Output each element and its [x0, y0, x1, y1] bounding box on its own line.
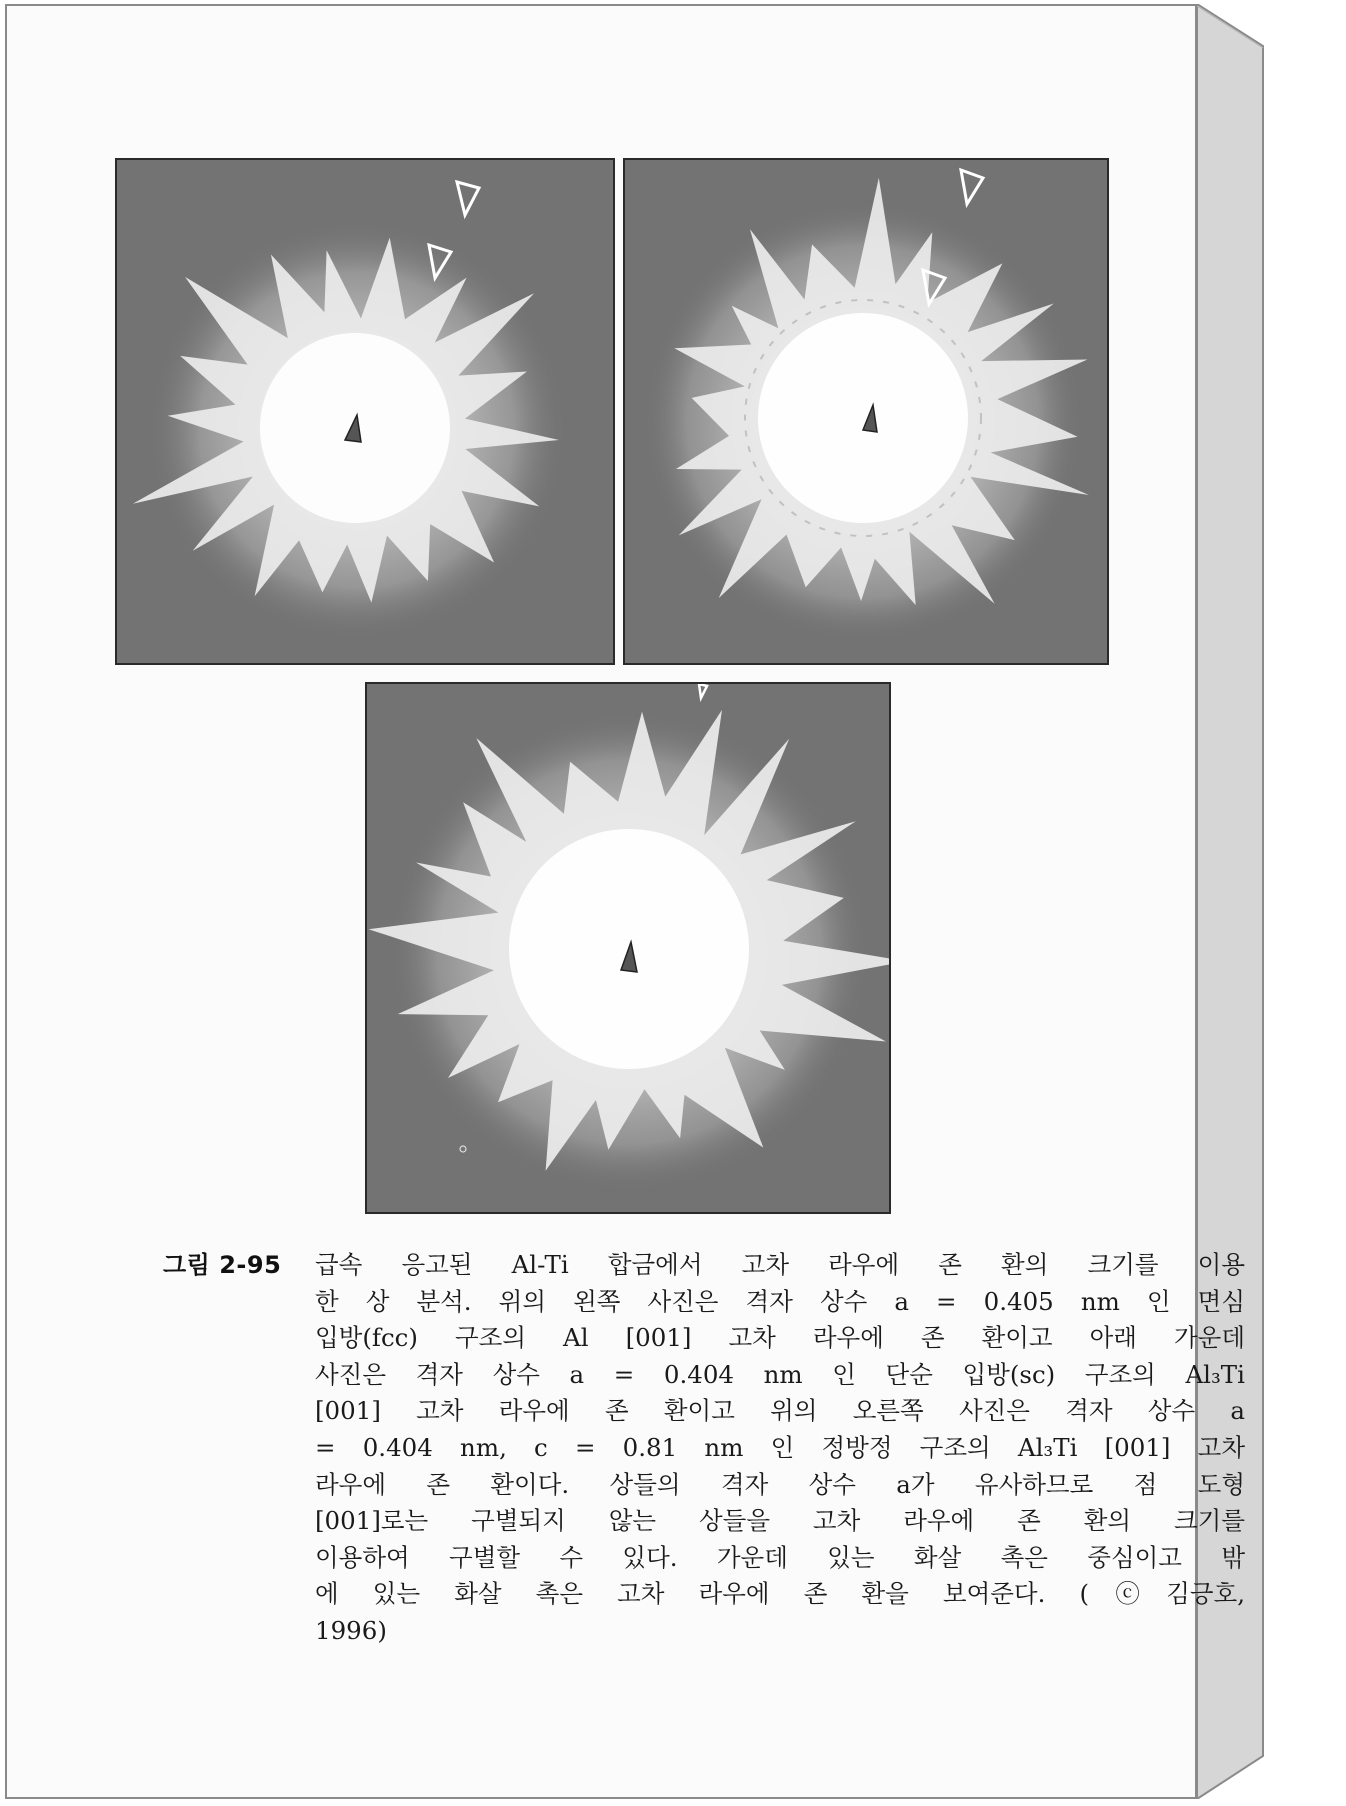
- caption-line: 1996): [315, 1615, 387, 1645]
- caption-line: 라우에 존 환이다. 상들의 격자 상수 a가 유사하므로 점 도형: [315, 1469, 1245, 1499]
- caption-line: 급속 응고된 Al-Ti 합금에서 고차 라우에 존 환의 크기를 이용: [315, 1250, 1245, 1279]
- figure-label: 그림 2-95: [163, 1251, 282, 1279]
- caption-line: 한 상 분석. 위의 왼쪽 사진은 격자 상수 a = 0.405 nm 인 면심: [315, 1286, 1245, 1316]
- caption-line: [001]로는 구별되지 않는 상들을 고차 라우에 존 환의 크기를: [315, 1506, 1245, 1536]
- caption-text: [315, 1247, 1245, 1650]
- caption-line: [001] 고차 라우에 존 환이고 위의 오른쪽 사진은 격자 상수 a: [315, 1396, 1245, 1426]
- caption-line: 이용하여 구별할 수 있다. 가운데 있는 화살 촉은 중심이고 밖: [315, 1542, 1245, 1572]
- caption-line: = 0.404 nm, c = 0.81 nm 인 정방정 구조의 Al₃Ti [001] 고차: [315, 1432, 1245, 1462]
- caption-line: 사진은 격자 상수 a = 0.404 nm 인 단순 입방(sc) 구조의 Al₃Ti: [315, 1359, 1245, 1389]
- photo-bottom-center-sc-al3ti-holz: [365, 682, 891, 1214]
- caption-line: 입방(fcc) 구조의 Al [001] 고차 라우에 존 환이고 아래 가운데: [315, 1323, 1245, 1353]
- photo-top-right-tetragonal-al3ti-holz: [623, 158, 1109, 665]
- photo-top-left-fcc-al-holz: [115, 158, 615, 665]
- caption-line: 에 있는 화살 촉은 고차 라우에 존 환을 보여준다. (ⓒ김긍호,: [315, 1579, 1245, 1609]
